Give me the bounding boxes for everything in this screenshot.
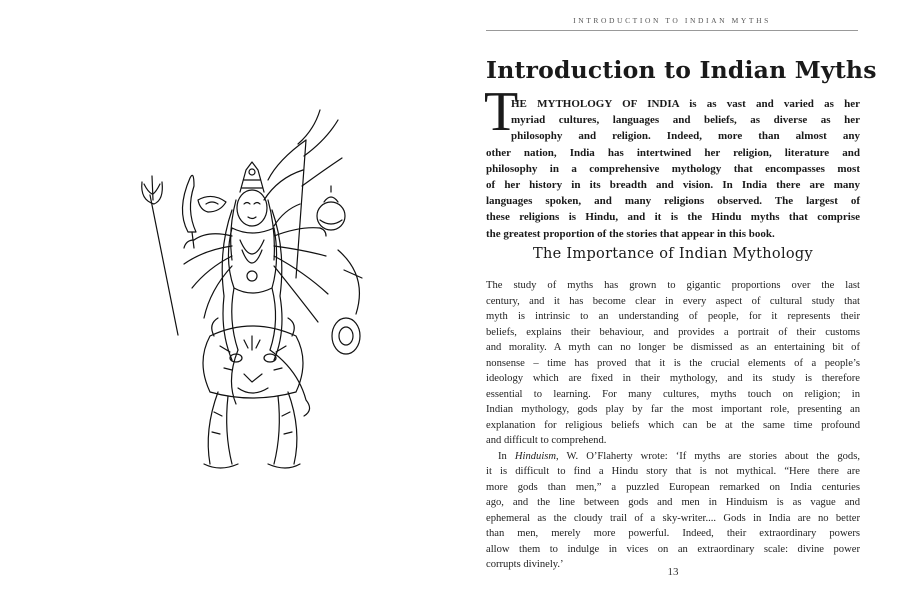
body-line: beliefs, explains their behaviour, and provides a portrait of their customs — [486, 326, 860, 338]
body-line: nonsense – time has proved that it is the crucial elements of a people’s — [486, 357, 860, 369]
intro-line: HE MYTHOLOGY OF INDIA is as vast and varied as her — [511, 98, 860, 110]
body-text — [486, 278, 860, 573]
water-pot-icon — [317, 186, 345, 230]
tiger-icon — [203, 318, 303, 468]
goddess-head — [231, 162, 275, 260]
header-rule — [486, 30, 858, 31]
bow-icon — [338, 250, 362, 314]
book-title-hinduism: Hinduism — [514, 450, 557, 462]
intro-paragraph — [486, 96, 860, 242]
body-line: corrupts divinely.’ — [486, 559, 564, 570]
sword-icon — [182, 175, 196, 248]
intro-line: the greatest proportion of the stories that appear in this book. — [486, 227, 775, 240]
body-line: ideology which are fixed in their mythology, and its study is therefore — [486, 373, 860, 384]
discus-icon — [332, 318, 360, 354]
body-text-fragment: In — [498, 450, 515, 462]
goddess-legs — [231, 350, 309, 416]
body-line: myth is intrinsic to an understanding of people, for it represents their — [486, 311, 860, 322]
right-page — [450, 0, 900, 600]
body-line: Indian mythology, gods play by far the most important role, presenting an — [486, 404, 860, 415]
body-line: and difficult to comprehend. — [486, 435, 607, 446]
body-line: ephemeral as the cloudy trail of a sky-writer.... Gods in India are no better — [486, 512, 860, 524]
goddess-arms — [184, 228, 328, 322]
body-line — [486, 449, 860, 465]
body-line: and morality. A myth can no longer be dismissed as an entertaining bit of — [486, 342, 860, 353]
drop-cap: T — [484, 81, 519, 143]
body-line: explanation for religious beliefs which can be at the same time profound — [486, 419, 860, 431]
intro-line: other nation, India has intertwined her religion, literature and — [486, 146, 860, 159]
conch-icon — [198, 196, 226, 212]
body-line: century, and it has become clear in every aspect of cultural study that — [486, 295, 860, 307]
intro-line: of her history in its breadth and vision. In India there are many — [486, 179, 860, 192]
intro-line: myriad cultures, languages and beliefs, as diverse as her — [511, 114, 860, 127]
intro-line: philosophy in a comprehensive mythology that encompasses most — [486, 162, 860, 175]
sugarcane-icon — [264, 110, 342, 278]
intro-line: these religions is Hindu, and it is the Hindu myths that comprise — [486, 211, 860, 224]
trident-icon — [142, 176, 178, 335]
body-line: ago, and the line between gods and men in Hinduism is as vague and — [486, 497, 860, 508]
body-line: it is difficult to find a Hindu story that is not mythical. “Here there are — [486, 466, 860, 477]
body-line: The study of myths has grown to gigantic proportions over the last — [486, 280, 860, 291]
running-head: INTRODUCTION TO INDIAN MYTHS — [573, 16, 771, 25]
body-line: essential to learning. For many cultures, myths touch on religion; in — [486, 388, 860, 400]
intro-line: philosophy and religion. Indeed, more than almost any — [511, 130, 860, 143]
body-line: than men, merely more powerful. Indeed, their extraordinary powers — [486, 528, 860, 539]
section-heading: The Importance of Indian Mythology — [532, 246, 813, 262]
body-text-fragment: , W. O’Flaherty wrote: ‘If myths are stories about the gods, — [556, 450, 861, 462]
page-number: 13 — [667, 566, 679, 578]
chapter-title: Introduction to Indian Myths — [486, 56, 877, 84]
body-line: more gods than men,” a puzzled European remarked on India centuries — [486, 481, 860, 493]
body-line: allow them to indulge in vices on an extraordinary scale: divine power — [486, 543, 860, 555]
intro-line: languages spoken, and many religions observed. The largest of — [486, 195, 860, 208]
goddess-on-tiger-illustration — [128, 100, 378, 480]
goddess-body — [228, 228, 276, 350]
